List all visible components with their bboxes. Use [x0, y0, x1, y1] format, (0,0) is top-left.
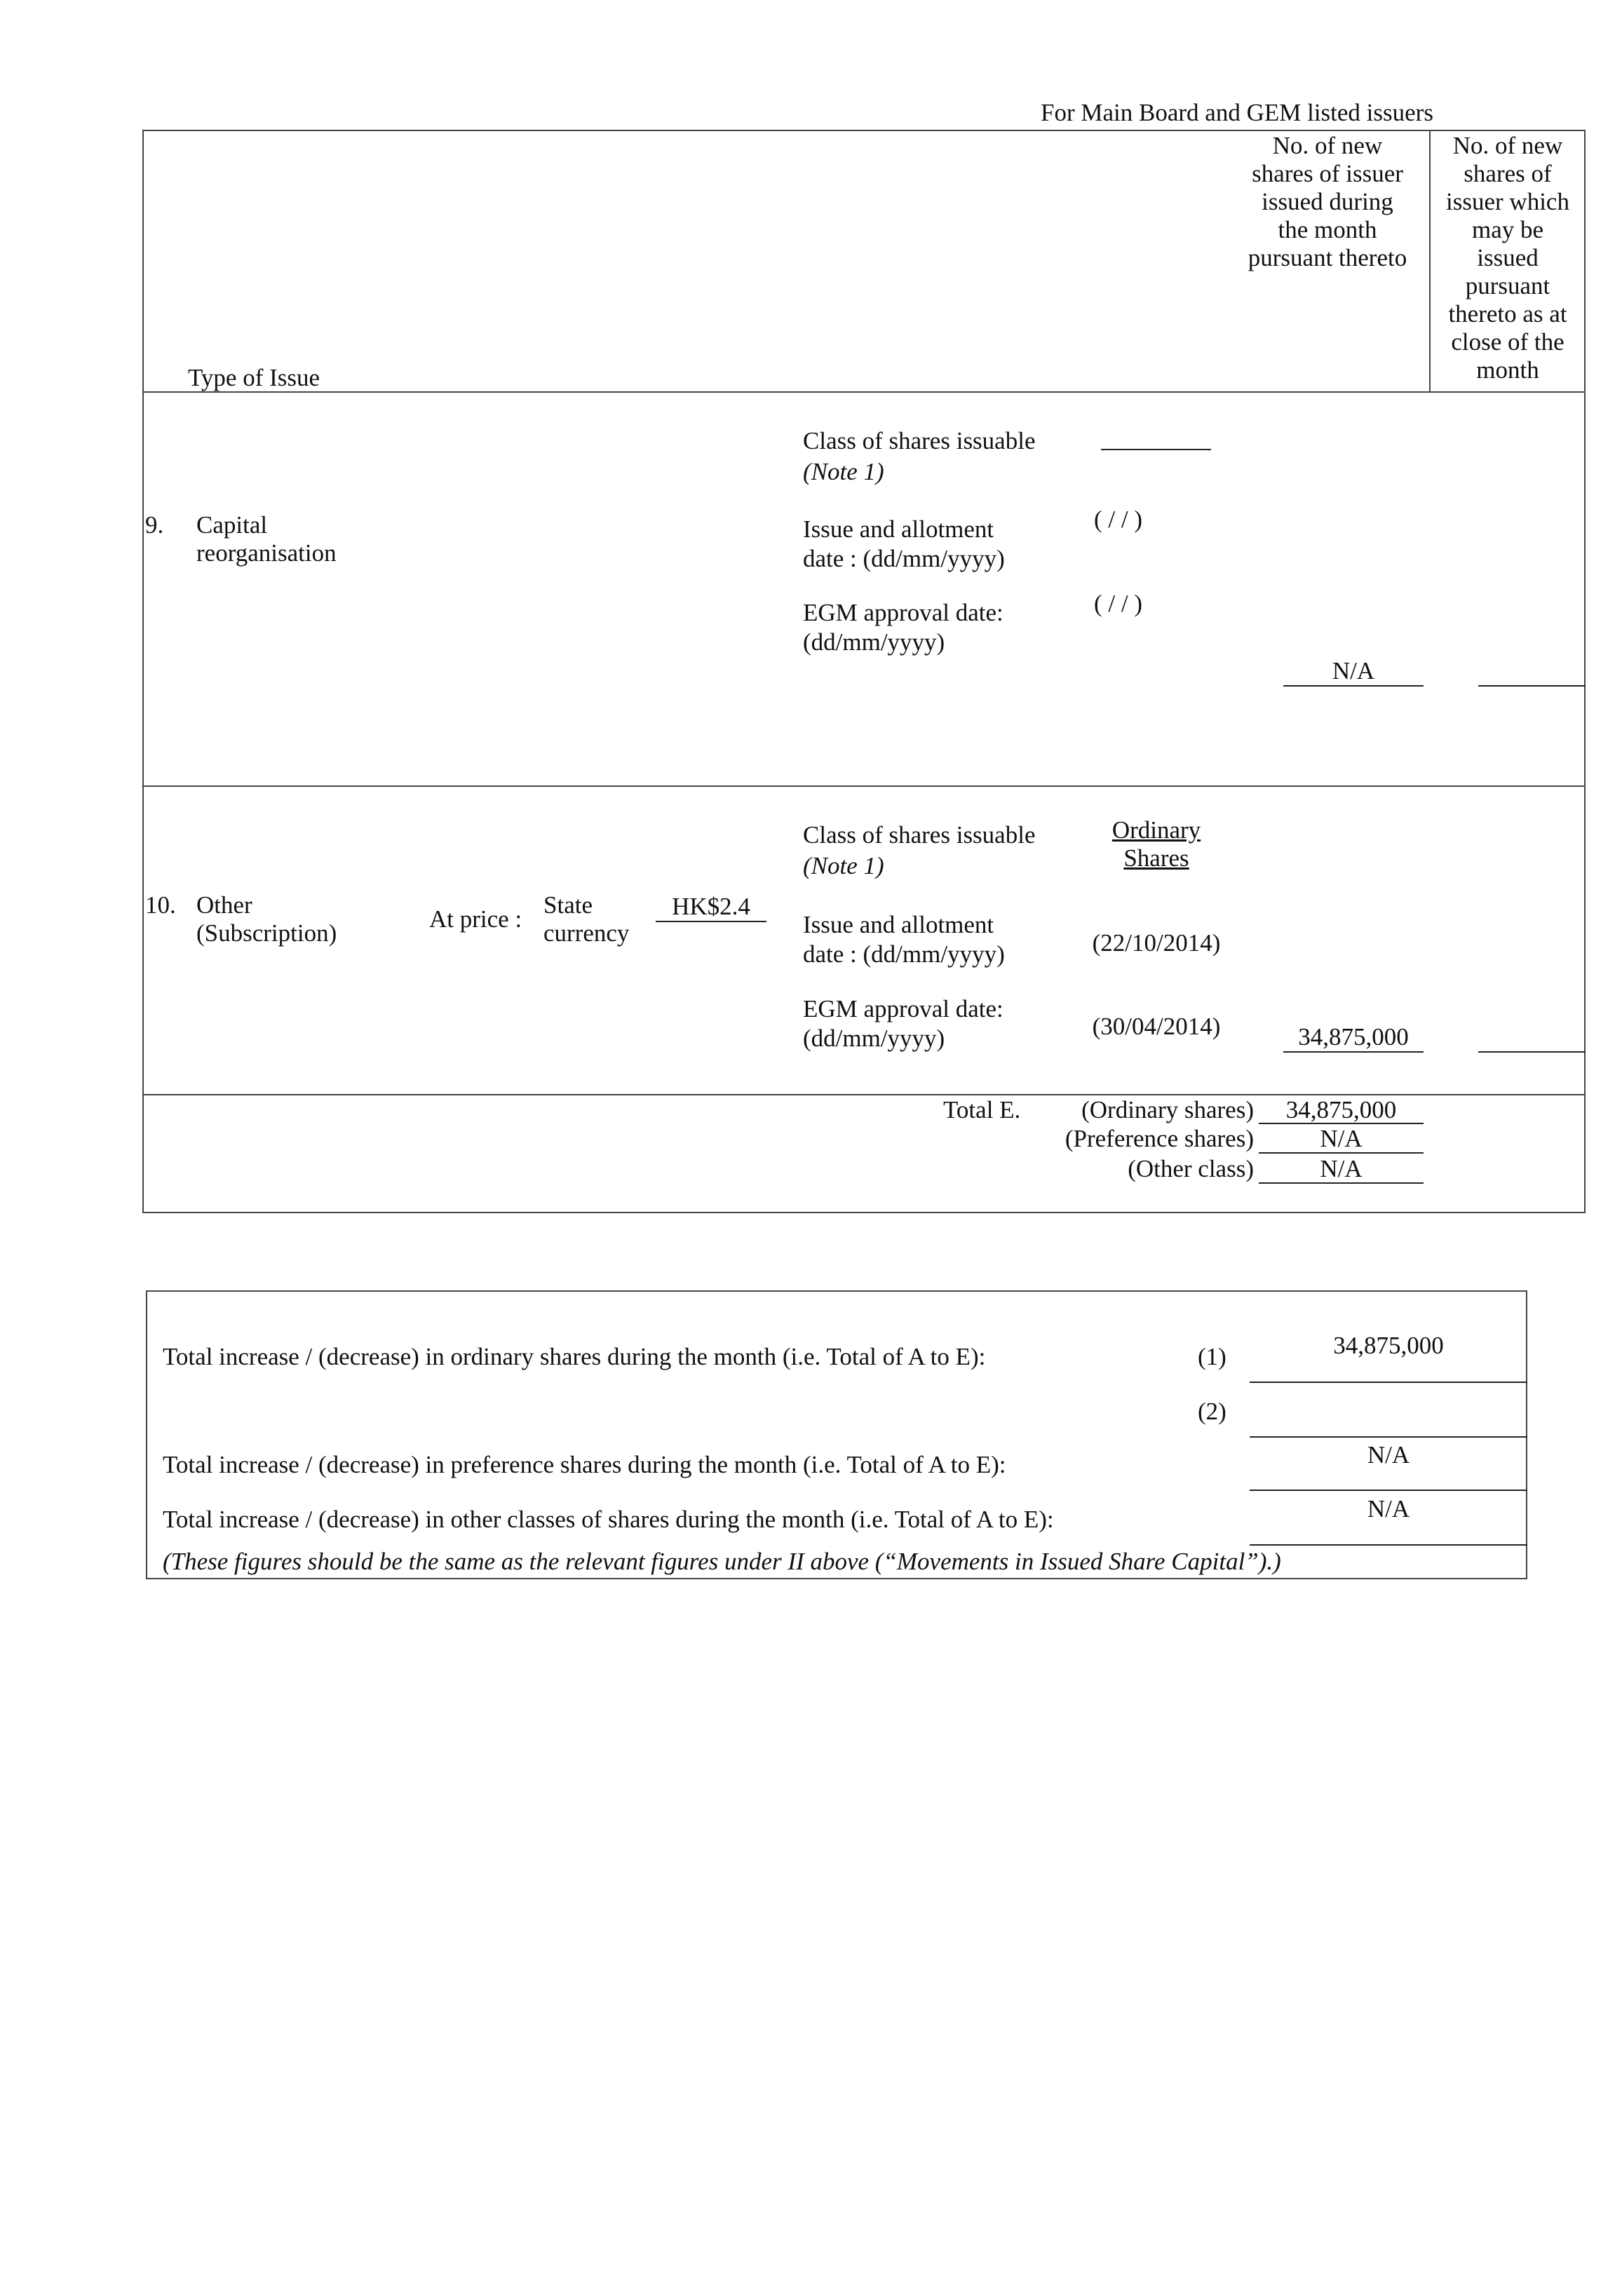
egm-date-format: (dd/mm/yyyy) — [803, 628, 945, 656]
scope-heading: For Main Board and GEM listed issuers — [1041, 99, 1433, 126]
table-header-divider — [142, 391, 1586, 393]
total-ordinary-value: 34,875,000 — [1285, 1096, 1397, 1123]
marker-2-line — [1250, 1436, 1527, 1438]
state-currency-label-cont: currency — [543, 919, 630, 947]
class-of-shares-label: Class of shares issuable — [803, 821, 1036, 849]
issue-type-name: Other — [196, 891, 252, 919]
class-of-shares-value: Ordinary — [1111, 816, 1201, 844]
issued-during-month-value: N/A — [1332, 657, 1375, 684]
total-other-label: (Other class) — [1128, 1155, 1254, 1182]
row-number: 10. — [145, 891, 176, 919]
egm-date-label: EGM approval date: — [803, 599, 1003, 626]
row-number: 9. — [145, 511, 164, 539]
preference-increase-line — [1250, 1490, 1527, 1491]
allotment-date-label: Issue and allotment — [803, 515, 994, 543]
price-value: HK$2.4 — [672, 893, 750, 920]
total-preference-label: (Preference shares) — [1065, 1125, 1254, 1152]
ordinary-increase-line — [1250, 1382, 1527, 1383]
total-ordinary-label: (Ordinary shares) — [1081, 1096, 1254, 1123]
type-of-issue-header: Type of Issue — [188, 364, 320, 391]
allotment-date-format: date : (dd/mm/yyyy) — [803, 545, 1005, 572]
marker-1: (1) — [1198, 1343, 1226, 1370]
total-other-increase-value: N/A — [1367, 1495, 1410, 1522]
egm-date-value: (30/04/2014) — [1092, 1013, 1221, 1040]
allotment-date-value: (22/10/2014) — [1092, 929, 1221, 957]
allotment-date-format: date : (dd/mm/yyyy) — [803, 940, 1005, 968]
allotment-date-label: Issue and allotment — [803, 911, 994, 938]
class-of-shares-blank — [1101, 449, 1211, 450]
issued-underline — [1283, 685, 1424, 687]
total-preference-increase-label: Total increase / (decrease) in preference shares during the month (i.e. Total of A to E): — [163, 1451, 1006, 1478]
may-be-issued-blank — [1478, 685, 1586, 687]
other-increase-line — [1250, 1544, 1527, 1546]
egm-date-format: (dd/mm/yyyy) — [803, 1025, 945, 1052]
total-ordinary-increase-value: 34,875,000 — [1333, 1332, 1444, 1359]
price-underline — [656, 921, 766, 922]
at-price-label: At price : — [429, 905, 522, 933]
egm-date-label: EGM approval date: — [803, 995, 1003, 1022]
note-1-label: (Note 1) — [803, 458, 884, 485]
allotment-date-value: ( / / ) — [1094, 506, 1143, 533]
issued-during-month-value: 34,875,000 — [1298, 1023, 1409, 1051]
total-other-value: N/A — [1320, 1155, 1363, 1182]
class-of-shares-value-cont: Shares — [1123, 844, 1189, 872]
total-preference-increase-value: N/A — [1367, 1441, 1410, 1468]
total-preference-value: N/A — [1320, 1125, 1363, 1152]
total-e-label: Total E. — [943, 1096, 1021, 1123]
total-preference-underline — [1259, 1152, 1424, 1154]
issue-type-name-cont: (Subscription) — [196, 919, 337, 947]
may-be-issued-blank — [1478, 1051, 1586, 1053]
note-1-label: (Note 1) — [803, 852, 884, 879]
egm-date-value: ( / / ) — [1094, 590, 1143, 617]
total-ordinary-increase-label: Total increase / (decrease) in ordinary shares during the month (i.e. Total of A to E): — [163, 1343, 986, 1370]
class-of-shares-label: Class of shares issuable — [803, 427, 1036, 454]
issue-type-name-cont: reorganisation — [196, 539, 337, 567]
summary-note: (These figures should be the same as the relevant figures under II above (“Movements in Issued Share Capital”).) — [163, 1548, 1281, 1575]
row-divider-9-10 — [142, 785, 1586, 787]
issued-underline — [1283, 1051, 1424, 1053]
total-other-increase-label: Total increase / (decrease) in other classes of shares during the month (i.e. Total of A to E): — [163, 1506, 1054, 1533]
state-currency-label: State — [543, 891, 593, 919]
marker-2: (2) — [1198, 1398, 1226, 1425]
total-other-underline — [1259, 1182, 1424, 1184]
issue-type-name: Capital — [196, 511, 268, 539]
